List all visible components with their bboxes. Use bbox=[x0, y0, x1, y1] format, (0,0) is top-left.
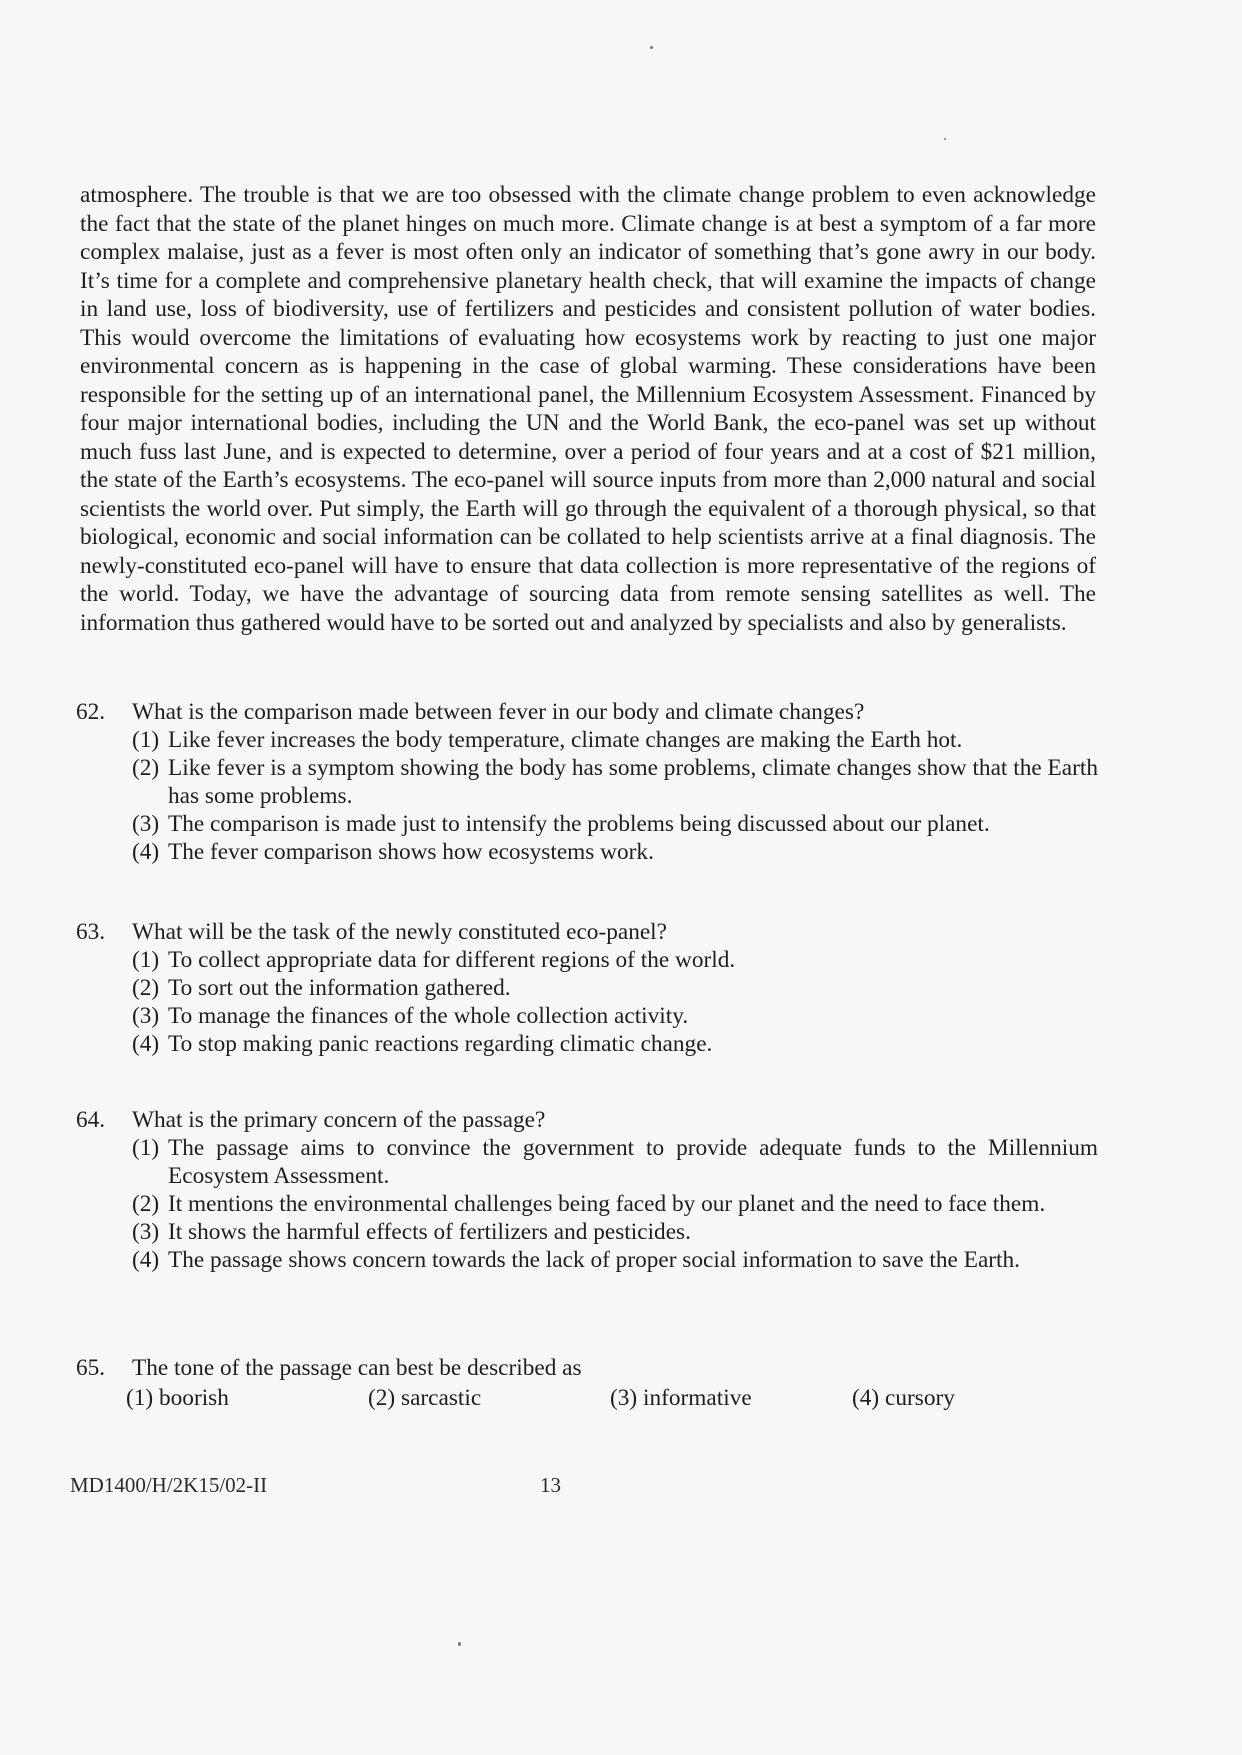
option-label: (4) bbox=[132, 839, 160, 865]
option-text: sarcastic bbox=[401, 1385, 482, 1411]
option-label: (1) bbox=[132, 947, 160, 973]
option-text: Like fever is a symptom showing the body has some problems, climate changes show that the Earth has some problems. bbox=[168, 755, 1098, 809]
option-label: (3) bbox=[132, 1003, 160, 1029]
option-4 bbox=[132, 838, 1098, 866]
option-label: (1) bbox=[126, 1385, 154, 1411]
option-1 bbox=[132, 726, 1098, 754]
question-62 bbox=[76, 698, 1098, 866]
option-text: boorish bbox=[159, 1385, 229, 1411]
option-label: (1) bbox=[132, 1135, 160, 1161]
question-text: The tone of the passage can best be described as bbox=[132, 1355, 582, 1381]
option-2 bbox=[368, 1384, 610, 1412]
option-label: (1) bbox=[132, 727, 160, 753]
option-1 bbox=[132, 1134, 1098, 1190]
option-text: Like fever increases the body temperature, climate changes are making the Earth hot. bbox=[168, 727, 963, 753]
option-label: (3) bbox=[132, 1219, 160, 1245]
option-4 bbox=[132, 1030, 1098, 1058]
option-label: (2) bbox=[132, 975, 160, 1001]
paper-code: MD1400/H/2K15/02-II bbox=[70, 1473, 268, 1497]
option-1 bbox=[132, 946, 1098, 974]
option-text: The passage shows concern towards the lack of proper social information to save the Earth. bbox=[168, 1247, 1020, 1273]
option-text: It shows the harmful effects of fertilizers and pesticides. bbox=[168, 1219, 691, 1245]
option-text: cursory bbox=[885, 1385, 955, 1411]
scan-speck bbox=[650, 46, 653, 49]
page-number: 13 bbox=[540, 1473, 561, 1497]
question-number: 65. bbox=[76, 1355, 106, 1381]
reading-passage: atmosphere. The trouble is that we are too obsessed with the climate change problem to even acknowledge the fact that the state of the planet hinges on much more. Climate change is at best a symptom of a far more complex malaise, just as a fever is most often only an indicator of something that’s gone awry in our body. It’s time for a complete and comprehensive planetary health check, that will examine the impacts of change in land use, loss of biodiversity, use of fertilizers and pesticides and consistent pollution of water bodies. This would overcome the limitations of evaluating how ecosystems work by reacting to just one major environmental concern as is happening in the case of global warming. These considerations have been responsible for the setting up of an international panel, the Millennium Ecosystem Assessment. Financed by four major international bodies, including the UN and the World Bank, the eco-panel was set up without much fuss last June, and is expected to determine, over a period of four years and at a cost of $21 million, the state of the Earth’s ecosystems. The eco-panel will source inputs from more than 2,000 natural and social scientists the world over. Put simply, the Earth will go through the equivalent of a thorough physical, so that biological, economic and social information can be collated to help scientists arrive at a final diagnosis. The newly-constituted eco-panel will have to ensure that data collection is more representative of the regions of the world. Today, we have the advantage of sourcing data from remote sensing satellites as well. The information thus gathered would have to be sorted out and analyzed by specialists and also by generalists. bbox=[80, 182, 1096, 636]
option-3 bbox=[132, 810, 1098, 838]
option-label: (2) bbox=[132, 1191, 160, 1217]
scan-speck bbox=[944, 138, 946, 140]
option-label: (4) bbox=[852, 1385, 880, 1411]
option-label: (4) bbox=[132, 1031, 160, 1057]
option-3 bbox=[610, 1384, 852, 1412]
option-text: To sort out the information gathered. bbox=[168, 975, 511, 1001]
option-text: To stop making panic reactions regarding climatic change. bbox=[168, 1031, 713, 1057]
question-65 bbox=[76, 1354, 1098, 1412]
option-text: informative bbox=[643, 1385, 752, 1411]
question-64 bbox=[76, 1106, 1098, 1274]
option-4 bbox=[132, 1246, 1098, 1274]
option-text: The passage aims to convince the government to provide adequate funds to the Millennium Ecosystem Assessment. bbox=[168, 1135, 1098, 1189]
option-2 bbox=[132, 754, 1098, 810]
option-4 bbox=[852, 1384, 1094, 1412]
option-text: To manage the finances of the whole collection activity. bbox=[168, 1003, 689, 1029]
option-3 bbox=[132, 1218, 1098, 1246]
option-text: To collect appropriate data for different regions of the world. bbox=[168, 947, 736, 973]
option-text: The comparison is made just to intensify the problems being discussed about our planet. bbox=[168, 811, 990, 837]
option-3 bbox=[132, 1002, 1098, 1030]
option-label: (2) bbox=[368, 1385, 396, 1411]
option-text: The fever comparison shows how ecosystems work. bbox=[168, 839, 654, 865]
question-number: 63. bbox=[76, 919, 106, 945]
option-label: (3) bbox=[132, 811, 160, 837]
question-number: 64. bbox=[76, 1107, 106, 1133]
scan-speck bbox=[458, 1642, 461, 1646]
question-number: 62. bbox=[76, 699, 106, 725]
question-text: What will be the task of the newly constituted eco-panel? bbox=[132, 919, 667, 945]
option-label: (4) bbox=[132, 1247, 160, 1273]
question-63 bbox=[76, 918, 1098, 1058]
question-text: What is the primary concern of the passage? bbox=[132, 1107, 546, 1133]
option-text: It mentions the environmental challenges being faced by our planet and the need to face them. bbox=[168, 1191, 1046, 1217]
option-2 bbox=[132, 1190, 1098, 1218]
option-label: (2) bbox=[132, 755, 160, 781]
option-2 bbox=[132, 974, 1098, 1002]
option-1 bbox=[126, 1384, 368, 1412]
option-label: (3) bbox=[610, 1385, 638, 1411]
options-row bbox=[126, 1384, 1098, 1412]
question-text: What is the comparison made between fever in our body and climate changes? bbox=[132, 699, 865, 725]
